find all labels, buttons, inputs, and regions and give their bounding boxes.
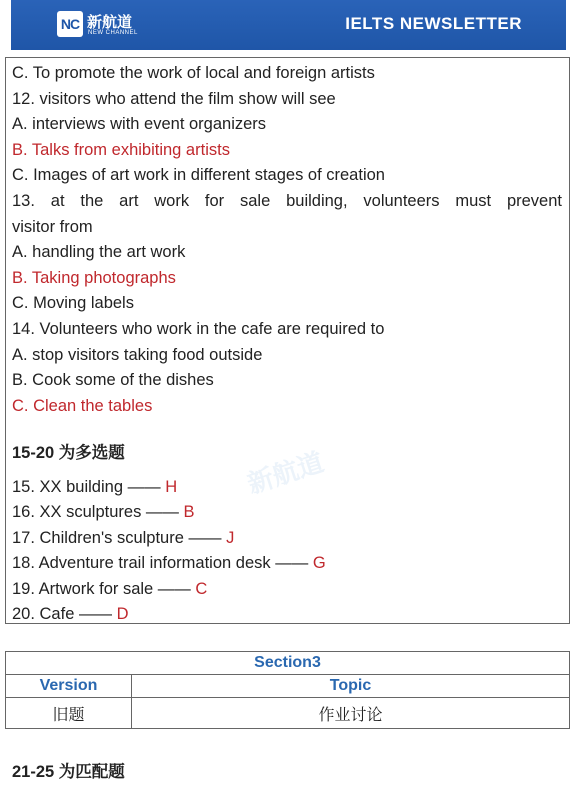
- matching-item: 15. XX building —— H: [12, 478, 178, 496]
- q13-option-b-answer: B. Taking photographs: [12, 269, 176, 287]
- matching-item: 16. XX sculptures —— B: [12, 503, 195, 521]
- matching-answer: H: [165, 478, 178, 496]
- q14-stem: 14. Volunteers who work in the cafe are required to: [12, 320, 385, 338]
- section3-title: Section3: [6, 652, 570, 675]
- q11-option-c: C. To promote the work of local and foreign artists: [12, 64, 375, 82]
- q14-option-c-answer: C. Clean the tables: [12, 397, 153, 415]
- matching-answer: G: [312, 554, 326, 572]
- q13-stem-line2: visitor from: [12, 218, 93, 236]
- brand-logo[interactable]: [57, 9, 147, 39]
- q12-stem: 12. visitors who attend the film show will see: [12, 90, 336, 108]
- newsletter-title: IELTS NEWSLETTER: [345, 14, 522, 33]
- section3-table: [5, 651, 570, 729]
- q13-option-a: A. handling the art work: [12, 243, 186, 261]
- matching-answer: J: [226, 529, 235, 547]
- matching-item: 18. Adventure trail information desk —— G: [12, 554, 326, 572]
- q13-option-c: C. Moving labels: [12, 294, 134, 312]
- q13-stem-line1: 13. at the art work for sale building, volunteers must prevent: [12, 192, 562, 210]
- topic-header: Topic: [132, 675, 570, 698]
- q12-option-b-answer: B. Talks from exhibiting artists: [12, 141, 230, 159]
- matching-item: 19. Artwork for sale —— C: [12, 580, 208, 598]
- matching-item: 17. Children's sculpture —— J: [12, 529, 235, 547]
- version-header: Version: [6, 675, 132, 698]
- nc-logo-icon: NC: [57, 11, 83, 37]
- matching-questions-heading: 21-25 为匹配题: [12, 763, 125, 781]
- q14-option-b: B. Cook some of the dishes: [12, 371, 214, 389]
- topic-cell: 作业讨论: [132, 698, 570, 729]
- answers-box: [5, 57, 570, 624]
- q14-option-a: A. stop visitors taking food outside: [12, 346, 263, 364]
- logo-english-name: NEW CHANNEL: [88, 30, 138, 36]
- logo-chinese-name: 新航道: [87, 13, 133, 31]
- q12-option-a: A. interviews with event organizers: [12, 115, 267, 133]
- matching-answer: C: [195, 580, 208, 598]
- matching-answer: D: [116, 605, 129, 623]
- version-cell: 旧题: [6, 698, 132, 729]
- matching-answer: B: [183, 503, 195, 521]
- matching-heading: 15-20 为多选题: [12, 444, 125, 462]
- watermark: 新航道: [243, 446, 328, 500]
- q12-option-c: C. Images of art work in different stages of creation: [12, 166, 385, 184]
- matching-item: 20. Cafe —— D: [12, 605, 129, 623]
- newsletter-header: [11, 0, 566, 50]
